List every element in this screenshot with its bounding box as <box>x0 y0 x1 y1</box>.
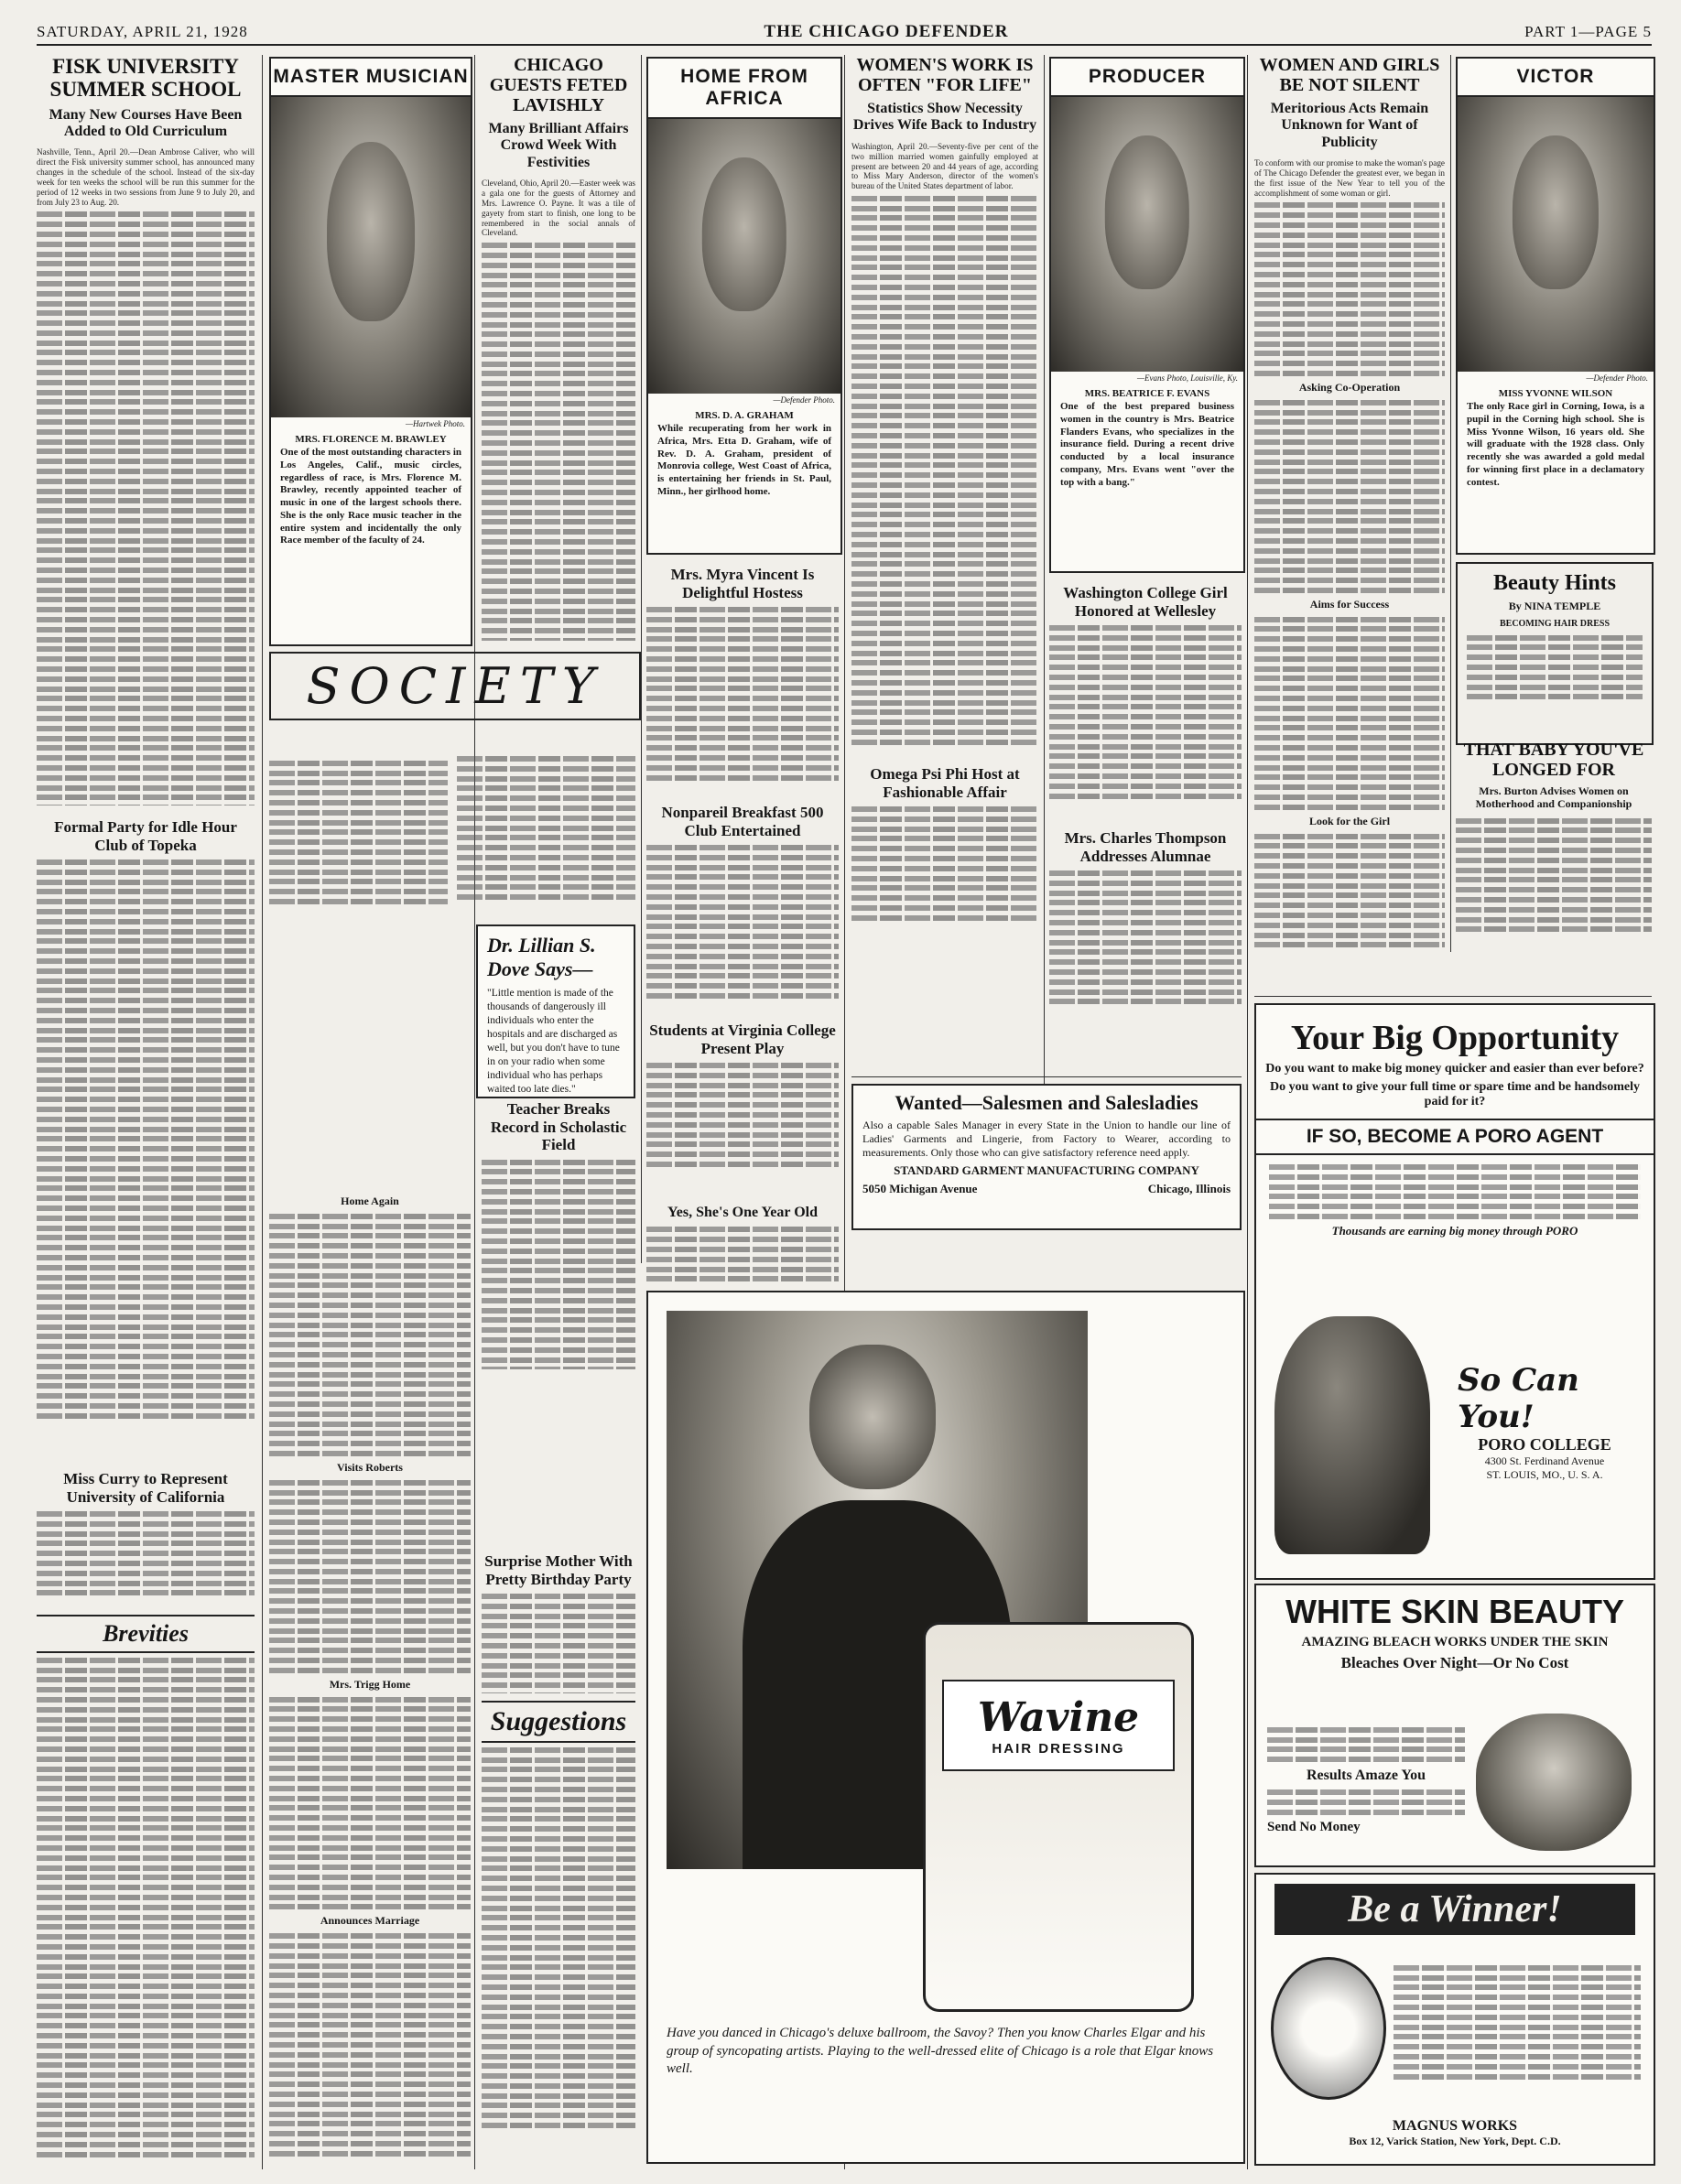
body-text-lines <box>269 1480 471 1673</box>
caption-text: One of the most outstanding characters in Los Angeles, Calif., music circles, regardless of race, is Mrs. Florence M. Brawley, recently appointed teacher of music in one of the largest schools there. She is the only Race music teacher in the entire system and incidentally the only Race member of the faculty of 24. <box>280 447 461 546</box>
body-text-lines <box>1049 625 1242 799</box>
headline-wellesley: Washington College Girl Honored at Wellesley <box>1063 584 1228 620</box>
byline-beauty: By NINA TEMPLE <box>1508 600 1601 613</box>
photo-credit: —Evans Photo, Louisville, Ky. <box>1137 373 1238 383</box>
ad-white-skin-line: Bleaches Over Night—Or No Cost <box>1340 1654 1569 1671</box>
caption-name: MRS. D. A. GRAHAM <box>695 410 794 421</box>
ad-wavine-sub: HAIR DRESSING <box>992 1741 1125 1757</box>
banner-producer: PRODUCER <box>1051 59 1243 97</box>
ad-wavine <box>646 1291 1245 2164</box>
portrait-photo <box>1458 97 1654 372</box>
masthead-date: SATURDAY, APRIL 21, 1928 <box>37 23 248 40</box>
ad-winner-title: Be a Winner! <box>1274 1884 1635 1935</box>
ad-wavine-product: Wavine <box>977 1694 1140 1741</box>
photo-box-victor <box>1456 57 1655 555</box>
caption-text: The only Race girl in Corning, Iowa, is a pupil in the Corning high school. She is Miss Yvonne Wilson, 16 years old. She will graduate with the 1928 class. Only recently she was awarded a gold medal for winning first place in a declamatory contest. <box>1467 401 1644 488</box>
deck-fisk: Many New Courses Have Been Added to Old Curriculum <box>49 106 243 139</box>
article-surprise-mother <box>482 1547 635 1693</box>
ad-winner-company: MAGNUS WORKS <box>1392 2118 1518 2134</box>
body-chicago-guests: Cleveland, Ohio, April 20.—Easter week was a gala one for the guests of Attorney and Mrs. Lawrence O. Payne. It was a tile of gayety from start to finish, one long to be remembered in the social annals of Cleveland. <box>482 178 635 238</box>
caption-name: MISS YVONNE WILSON <box>1498 388 1613 399</box>
article-myra-vincent <box>646 560 839 789</box>
rule <box>1254 996 1652 997</box>
banner-victor: VICTOR <box>1458 59 1654 97</box>
headline-fisk: FISK UNIVERSITY SUMMER SCHOOL <box>49 55 242 102</box>
headline-miss-curry: Miss Curry to Represent University of California <box>63 1470 228 1506</box>
body-text-lines <box>1269 1164 1641 1219</box>
subhead-asking-cooperation: Asking Co-Operation <box>1298 380 1401 394</box>
ad-poro-q1: Do you want to make big money quicker and easier than ever before? <box>1265 1062 1644 1076</box>
ad-white-skin-sub: AMAZING BLEACH WORKS UNDER THE SKIN <box>1301 1635 1609 1649</box>
ad-salesmen-wanted <box>851 1084 1242 1230</box>
deck-women-and-girls: Meritorious Acts Remain Unknown for Want of Publicity <box>1270 101 1429 150</box>
body-text-lines <box>1254 617 1445 810</box>
ad-poro-tag: Thousands are earning big money through PORO <box>1331 1223 1578 1238</box>
article-one-year-old <box>646 1199 839 1281</box>
ad-poro-title: Your Big Opportunity <box>1290 1019 1620 1057</box>
ad-white-skin-send: Send No Money <box>1267 1819 1361 1834</box>
headline-surprise: Surprise Mother With Pretty Birthday Party <box>484 1552 633 1588</box>
banner-home-from-africa: HOME FROM AFRICA <box>648 59 840 119</box>
body-text-lines <box>1254 202 1445 376</box>
ad-wavine-copy: Have you danced in Chicago's deluxe ballroom, the Savoy? Then you know Charles Elgar and his group of syncopating artists. Playing to the well-dressed elite of Chicago is a role that Elgar knows well. <box>667 2026 1214 2076</box>
photo-credit: —Hartwek Photo. <box>406 419 465 428</box>
article-baby-longed-for <box>1456 740 1652 950</box>
portrait-photo <box>648 119 840 394</box>
body-fisk: Nashville, Tenn., April 20.—Dean Ambrose Caliver, who will direct the Fisk university summer school, has announced many changes in the schedule of the school. Instead of the six-day week for ten weeks the school will be run this summer for the period of 12 weeks in two sessions from June 9 to July 20, and from July 23 to Aug. 20. <box>37 147 255 207</box>
column-rule <box>1044 55 1045 1227</box>
body-text-lines <box>37 1658 255 2157</box>
portrait-photo <box>1051 97 1243 372</box>
body-text-lines <box>269 1933 471 2157</box>
headline-teacher: Teacher Breaks Record in Scholastic Field <box>490 1100 627 1154</box>
society-banner <box>269 652 641 743</box>
dove-quote-box <box>476 924 635 1098</box>
dove-quote: "Little mention is made of the thousands of dangerously ill individuals who enter the hospitals and are discharged as well, but you don't have to tune in on your radio when some individual who has perhaps waited too late dies." <box>487 988 620 1095</box>
caption-text: One of the best prepared business women in the country is Mrs. Beatrice Flanders Evans, who specializes in the insurance field. During a recent drive conducted by a local insurance company, Mrs. Evans went "over the top with a bang." <box>1060 401 1234 488</box>
subhead-announces-marriage: Announces Marriage <box>320 1914 420 1928</box>
body-text-lines <box>482 1594 635 1693</box>
ad-poro-street: 4300 St. Ferdinand Avenue <box>1484 1454 1605 1467</box>
headline-baby: THAT BABY YOU'VE LONGED FOR <box>1463 740 1644 780</box>
headline-women-and-girls: WOMEN AND GIRLS BE NOT SILENT <box>1259 55 1440 95</box>
headline-thompson: Mrs. Charles Thompson Addresses Alumnae <box>1064 829 1227 865</box>
ad-poro-cta: IF SO, BECOME A PORO AGENT <box>1256 1119 1654 1155</box>
headline-suggestions: Suggestions <box>482 1701 635 1743</box>
ad-white-skin-results: Results Amaze You <box>1306 1768 1426 1784</box>
headline-chicago-guests: CHICAGO GUESTS FETED LAVISHLY <box>489 55 628 115</box>
body-text-lines <box>1049 870 1242 1004</box>
photo-box-home-from-africa <box>646 57 842 555</box>
ad-white-skin-beauty <box>1254 1584 1655 1867</box>
caption-text: While recuperating from her work in Africa, Mrs. Etta D. Graham, wife of Rev. D. A. Graham, president of Monrovia college, West Coast of Africa, is entertaining her friends in St. Paul, Minn., her girlhood home. <box>657 423 831 497</box>
ad-winner-ring-illustration <box>1271 1957 1386 2100</box>
ad-poro <box>1254 1003 1655 1580</box>
ad-salesmen-city: Chicago, Illinois <box>1147 1182 1231 1195</box>
body-text-lines <box>851 196 1038 745</box>
headline-one-year-old: Yes, She's One Year Old <box>667 1205 818 1220</box>
article-women-and-girls <box>1254 55 1445 952</box>
body-text-lines <box>1254 400 1445 593</box>
ad-salesmen-title: Wanted—Salesmen and Salesladies <box>895 1091 1198 1114</box>
portrait-photo <box>271 97 471 417</box>
photo-box-producer <box>1049 57 1245 573</box>
body-text-lines <box>482 1747 635 2128</box>
body-text-lines <box>37 860 255 1419</box>
body-text-lines <box>269 756 635 906</box>
ad-poro-city: ST. LOUIS, MO., U. S. A. <box>1486 1468 1603 1481</box>
column-rule <box>641 55 642 1263</box>
headline-formal-party: Formal Party for Idle Hour Club of Topeka <box>54 818 237 854</box>
banner-master-musician: MASTER MUSICIAN <box>271 59 471 97</box>
body-text-lines <box>269 1214 471 1456</box>
body-text-lines <box>37 211 255 805</box>
article-virginia-college <box>646 1016 839 1190</box>
rule <box>851 1076 1242 1077</box>
body-text-lines <box>482 243 635 641</box>
ad-wavine-jar <box>923 1622 1194 2012</box>
headline-womens-work: WOMEN'S WORK IS OFTEN "FOR LIFE" <box>856 55 1034 95</box>
ad-poro-illustration <box>1274 1316 1430 1554</box>
ad-white-skin-title: WHITE SKIN BEAUTY <box>1285 1593 1624 1630</box>
subhead-hair-dress: BECOMING HAIR DRESS <box>1499 619 1611 630</box>
ad-white-skin-portrait <box>1476 1714 1632 1851</box>
deck-chicago-guests: Many Brilliant Affairs Crowd Week With Festivities <box>488 121 629 170</box>
subhead-visits-roberts: Visits Roberts <box>337 1460 403 1474</box>
headline-brevities: Brevities <box>37 1615 255 1653</box>
ad-winner-address: Box 12, Varick Station, New York, Dept. C.D. <box>1349 2135 1561 2147</box>
ad-poro-college: PORO COLLEGE <box>1478 1435 1611 1454</box>
caption-name: MRS. FLORENCE M. BRAWLEY <box>295 434 447 445</box>
headline-nonpareil: Nonpareil Breakfast 500 Club Entertained <box>661 804 824 839</box>
body-text-lines <box>1456 818 1652 933</box>
headline-virginia-college: Students at Virginia College Present Play <box>649 1022 836 1057</box>
article-suggestions <box>482 1701 635 2158</box>
subhead-home-again: Home Again <box>341 1195 399 1207</box>
body-text-lines <box>482 1160 635 1369</box>
society-left-column <box>269 1190 471 2160</box>
article-fisk <box>37 55 255 805</box>
society-title: SOCIETY <box>269 652 641 720</box>
ad-salesmen-text: Also a capable Sales Manager in every State in the Union to handle our line of Ladies' Garments and Lingerie, from Factory to Wearer, according to measurements. Only those who can give satisfactory reference need apply. <box>862 1119 1231 1159</box>
photo-credit: —Defender Photo. <box>773 395 835 405</box>
ad-be-a-winner <box>1254 1873 1655 2166</box>
caption-name: MRS. BEATRICE F. EVANS <box>1084 388 1210 399</box>
ad-salesmen-address: 5050 Michigan Avenue <box>862 1182 978 1195</box>
headline-myra-vincent: Mrs. Myra Vincent Is Delightful Hostess <box>670 566 815 601</box>
body-text-lines <box>851 806 1038 921</box>
photo-credit: —Defender Photo. <box>1586 373 1648 383</box>
article-beauty-hints <box>1456 562 1654 745</box>
dove-title: Dr. Lillian S. Dove Says— <box>487 934 596 980</box>
masthead <box>37 20 1652 46</box>
body-womens-work: Washington, April 20.—Seventy-five per cent of the two million married women gainfully employed at present are between 20 and 44 years of age, according to Miss Mary Anderson, director of the women's bureau of the United States department of labor. <box>851 141 1038 191</box>
ad-salesmen-company: STANDARD GARMENT MANUFACTURING COMPANY <box>894 1163 1199 1177</box>
column-rule <box>1450 55 1451 952</box>
body-text-lines <box>1394 1965 1641 2080</box>
article-formal-party <box>37 813 255 1454</box>
column-rule <box>1247 55 1248 2169</box>
body-text-lines <box>1267 1789 1465 1815</box>
article-nonpareil <box>646 798 839 1009</box>
subhead-look-for-girl: Look for the Girl <box>1308 814 1391 827</box>
subhead-aims-for-success: Aims for Success <box>1309 597 1390 611</box>
body-text-lines <box>646 607 839 781</box>
article-miss-curry <box>37 1465 255 1602</box>
column-rule <box>262 55 263 2169</box>
headline-omega: Omega Psi Phi Host at Fashionable Affair <box>870 765 1020 801</box>
body-text-lines <box>1267 1727 1465 1762</box>
body-text-lines <box>269 1697 471 1910</box>
subhead-trigg-home: Mrs. Trigg Home <box>329 1677 411 1691</box>
body-text-lines <box>37 1511 255 1595</box>
headline-beauty-hints: Beauty Hints <box>1492 571 1616 595</box>
article-wellesley <box>1049 578 1242 816</box>
body-text-lines <box>646 845 839 999</box>
body-text-lines <box>1254 834 1445 952</box>
article-womens-work <box>851 55 1038 751</box>
ad-poro-slogan: So Can You! <box>1458 1362 1579 1435</box>
article-thompson <box>1049 824 1242 1025</box>
deck-womens-work: Statistics Show Necessity Drives Wife Back to Industry <box>852 101 1037 134</box>
body-text-lines <box>646 1227 839 1281</box>
article-teacher-record <box>482 1095 635 1369</box>
body-text-lines <box>1467 635 1643 700</box>
article-chicago-guests <box>482 55 635 641</box>
masthead-section: PART 1—PAGE 5 <box>1524 23 1652 40</box>
body-text-lines <box>646 1063 839 1167</box>
photo-box-master-musician <box>269 57 472 646</box>
article-brevities <box>37 1615 255 2164</box>
ad-poro-q2: Do you want to give your full time or spare time and be handsomely paid for it? <box>1269 1080 1641 1108</box>
masthead-paper-name: THE CHICAGO DEFENDER <box>764 22 1009 41</box>
body-women-and-girls: To conform with our promise to make the woman's page of The Chicago Defender the greatest ever, we began in the first issue of the New Year to tell you of the accomplishment of some woman or girl. <box>1254 158 1445 198</box>
article-omega-psi-phi <box>851 760 1038 943</box>
deck-baby: Mrs. Burton Advises Women on Motherhood and Companionship <box>1475 784 1632 810</box>
